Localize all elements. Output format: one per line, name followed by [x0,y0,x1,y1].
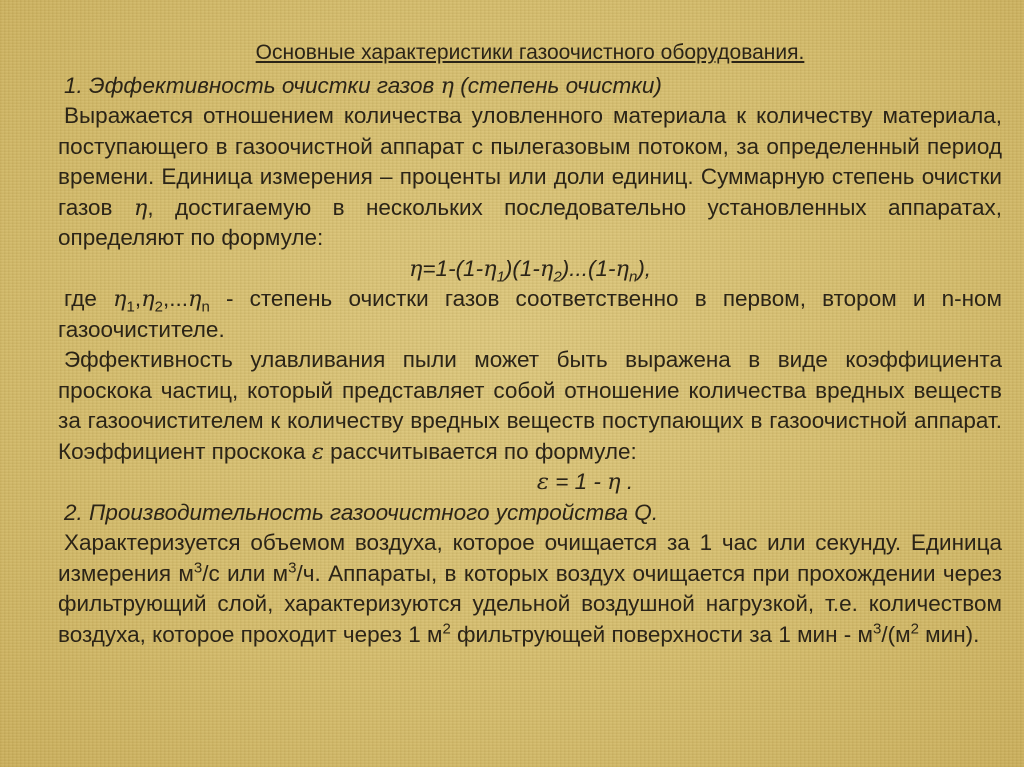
paragraph-1-text-b: , достигаемую в нескольких последовательно установленных аппаратах, определяют по формуле: [58,194,1002,250]
eta-symbol: η [539,255,554,282]
eta-symbol: η [141,286,155,312]
where-text: - степень очистки газов соответственно в первом, втором и n-ном газоочистителе. [58,286,1002,342]
section-1-heading [58,71,1002,102]
formula-breakthrough [58,467,1002,498]
subscript: 1 [496,268,505,285]
superscript: 2 [442,620,451,637]
formula-text: )(1- [504,255,540,281]
separator: ,... [162,286,188,311]
subscript: 2 [553,268,562,285]
subscript: n [201,298,210,316]
where-prefix: где [64,286,114,311]
eta-symbol: η [408,255,423,282]
epsilon-symbol: ε [536,469,549,495]
superscript: 3 [288,559,297,576]
section-1-heading-suffix: (степень очистки) [453,72,662,98]
subscript: 1 [126,298,135,316]
where-definition [58,284,1002,345]
section-2-text: /ч. Аппараты, в которых воздух очищается при прохождении через фильтрующий слой, характеризуются удельной воздушной нагрузкой, т.е. количеством воздуха, которое проходит через 1 м [58,560,1002,647]
epsilon-symbol: ε [311,438,324,465]
section-2-paragraph [58,528,1002,650]
formula-text: ), [637,255,652,281]
section-1-heading-prefix: 1. Эффективность очистки газов [64,72,441,98]
paragraph-2-text-b: рассчитывается по формуле: [323,438,637,464]
slide-content [58,38,1002,650]
paragraph-2-text-a: Эффективность улавливания пыли может быть выражена в виде коэффициента проскока частиц, который представляет собой отношение количества вредных веществ за газоочистителем к количеству вредных веществ поступающих в газоочистной аппарат. Коэффициент проскока [58,347,1002,464]
formula-total-efficiency [58,254,1002,285]
section-2-heading: 2. Производительность газоочистного устройства Q. [64,499,659,525]
eta-symbol: η [483,255,497,282]
section-2-text: мин). [918,621,980,647]
subscript: 2 [154,298,163,316]
eta-symbol: η [440,72,454,99]
formula-text: = 1 - [548,469,608,494]
section-2-text: фильтрующей поверхности за 1 мин - м [450,621,874,647]
eta-symbol: η [113,286,127,312]
eta-symbol: η [133,194,148,221]
separator: , [134,286,142,311]
formula-text: . [620,469,634,494]
eta-symbol: η [615,255,629,282]
superscript: 3 [193,559,203,576]
formula-text: )...(1- [561,255,616,281]
superscript: 3 [873,620,882,637]
formula-text: =1-(1- [422,255,484,281]
eta-symbol: η [187,286,202,312]
page-title: Основные характеристики газоочистного оборудования. [255,41,805,64]
section-1-paragraph-1 [58,101,1002,254]
subscript: n [628,268,638,285]
eta-symbol: η [607,469,621,495]
paragraph-1-text-a: Выражается отношением количества уловленного материала к количеству материала, поступающего в газоочистной аппарат с пылегазовым потоком, за определенный период времени. Единица измерения – проценты или доли единиц. Суммарную степень очистки газов [58,103,1002,220]
section-2-text: /с или м [202,560,289,586]
section-1-paragraph-2 [58,345,1002,467]
section-2-text: Характеризуется объемом воздуха, которое очищается за 1 час или секунду. Единица измерения м [58,530,1002,586]
section-2-text: /(м [881,621,911,647]
superscript: 2 [910,620,919,637]
